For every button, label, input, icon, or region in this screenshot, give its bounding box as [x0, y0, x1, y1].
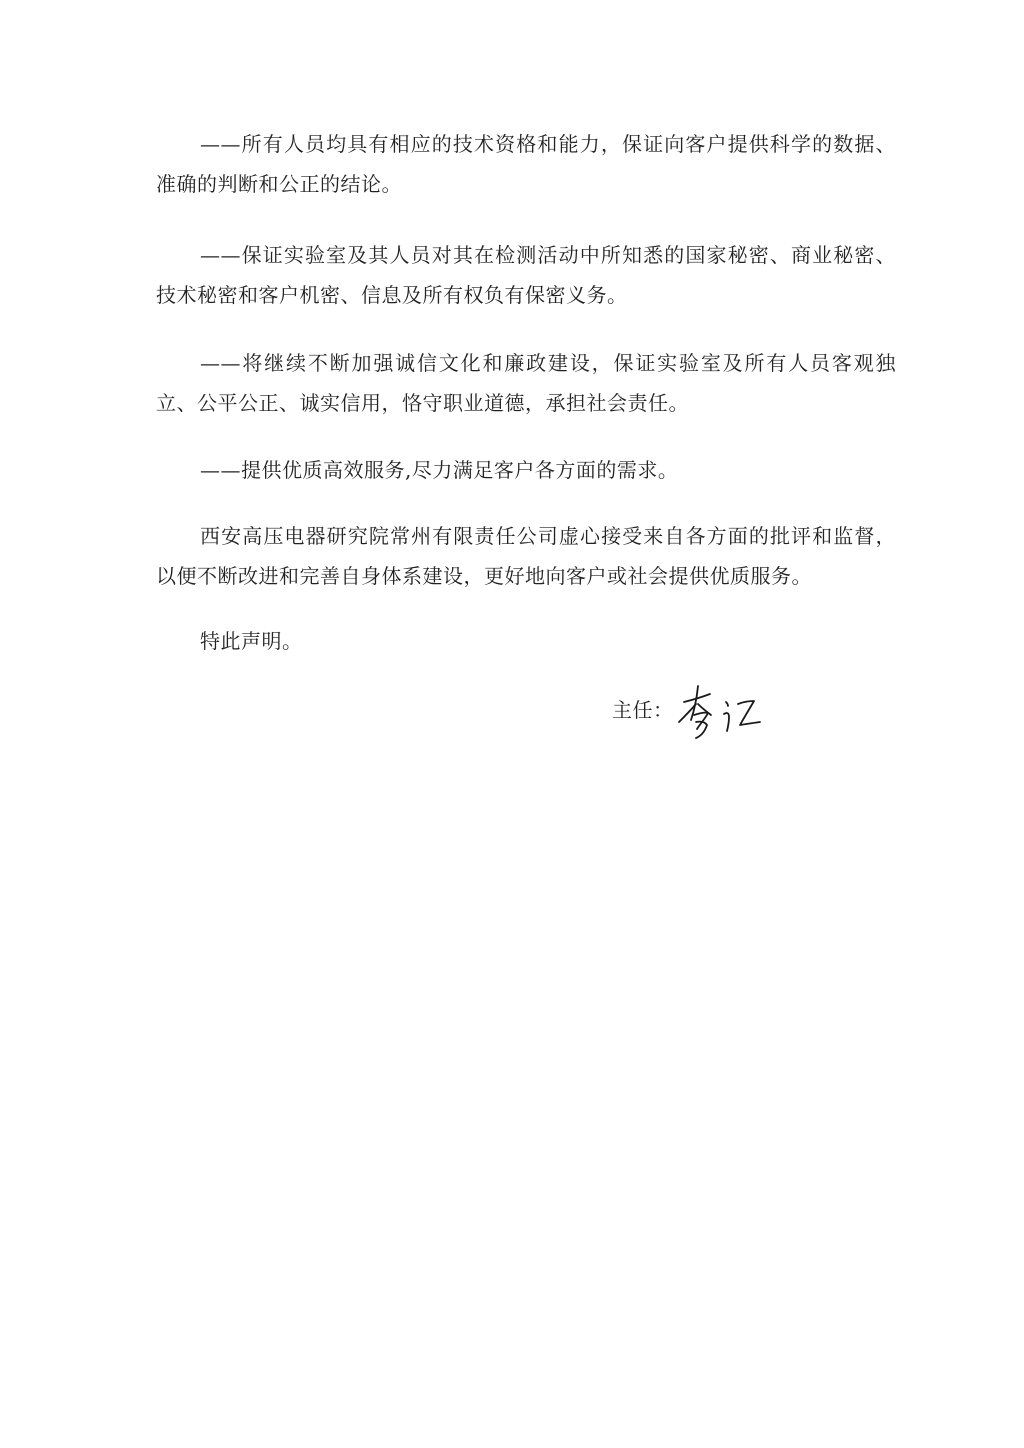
- paragraph-service: ——提供优质高效服务,尽力满足客户各方面的需求。: [200, 458, 679, 482]
- paragraph-declaration: 特此声明。: [200, 629, 303, 653]
- paragraph-supervision: 西安高压电器研究院常州有限责任公司虚心接受来自各方面的批评和监督，以便不断改进和完善自身体系建设，更好地向客户或社会提供优质服务。: [156, 524, 896, 588]
- signature-block: [612, 680, 766, 740]
- paragraph-integrity: ——将继续不断加强诚信文化和廉政建设，保证实验室及所有人员客观独立、公平公正、诚实信用，恪守职业道德，承担社会责任。: [156, 351, 896, 415]
- paragraph-confidentiality: ——保证实验室及其人员对其在检测活动中所知悉的国家秘密、商业秘密、技术秘密和客户机密、信息及所有权负有保密义务。: [156, 243, 896, 307]
- paragraph-qualification: ——所有人员均具有相应的技术资格和能力，保证向客户提供科学的数据、准确的判断和公正的结论。: [156, 132, 896, 196]
- signature-label: 主任：: [612, 698, 674, 722]
- handwritten-signature: [676, 680, 766, 740]
